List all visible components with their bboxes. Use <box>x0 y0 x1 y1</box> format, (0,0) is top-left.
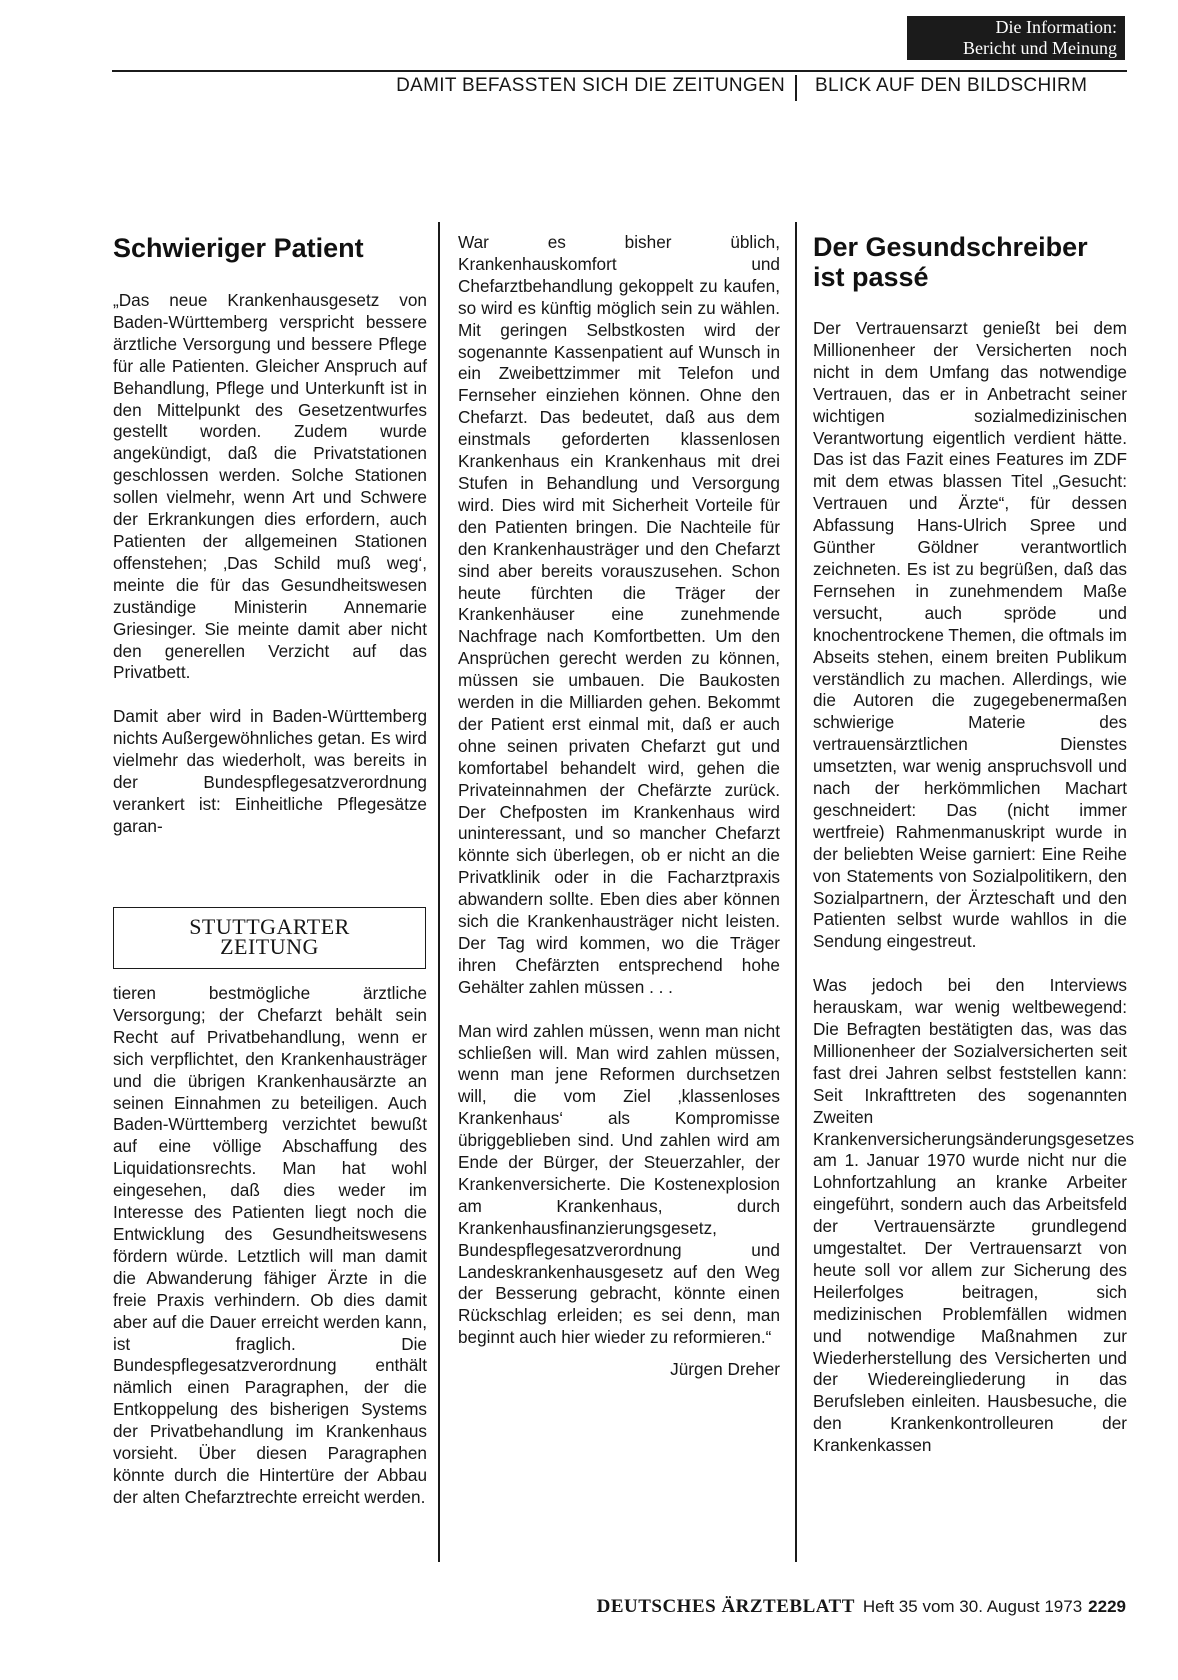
article1-paragraph: Damit aber wird in Baden-Württemberg nichts Außergewöhnliches getan. Es wird vielmehr das wiederholt, was bereits in der Bundespflegesatzverordnung verankert ist: Einheitliche Pflegesätze garan- <box>113 706 427 836</box>
section-badge-line2: Bericht und Meinung <box>963 38 1117 58</box>
article2-title-line2: ist passé <box>813 262 929 292</box>
article2-paragraph: Was jedoch bei den Interviews herauskam, war wenig weltbewegend: Die Befragten bestätigten das, was das Millionenheer der Sozialversicherten seit fast drei Jahren selbst feststellen kann: Seit Inkrafttreten des sogenannten Zweiten Krankenversicherungsänderungsgesetzes am 1. Januar 1970 wurde nicht nur die Lohnfortzahlung an kranke Arbeiter eingeführt, sondern auch das Arbeitsfeld der Vertrauensärzte grundlegend umgestaltet. Der Vertrauensarzt von heute soll vor allem zur Sicherung des Heilerfolges beitragen, sich medizinischen Problemfällen widmen und notwendige Maßnahmen zur Wiederherstellung des Versicherten und der Wiedereingliederung in das Berufsleben einleiten. Hausbesuche, die den Krankenkontrolleuren der Krankenkassen <box>813 975 1135 1456</box>
top-rule <box>112 70 1127 72</box>
section-badge <box>907 16 1125 60</box>
article1-paragraph: War es bisher üblich, Krankenhauskomfort und Chefarztbehandlung gekoppelt zu kaufen, so wird es künftig möglich sein zu wählen. Mit geringen Selbstkosten wird der sogenannte Kassenpatient auf Wunsch in ein Zweibettzimmer mit Telefon und Fernseher einziehen können. Ohne den Chefarzt. Das bedeutet, daß aus dem einstmals geforderten klassenlosen Krankenhaus ein Krankenhaus mit drei Stufen in Behandlung und Versorgung wird. Dies wird mit Sicherheit Vorteile für den Patienten bringen. Die Nachteile für den Krankenhausträger und den Chefarzt sind aber bereits vorauszusehen. Schon heute fürchten die Träger der Krankenhäuser eine zunehmende Nachfrage nach Komfortbetten. Um den Ansprüchen gerecht werden zu können, müssen sie umbauen. Die Baukosten werden in die Milliarden gehen. Bekommt der Patient erst einmal mit, daß er auch ohne seinen privaten Chefarzt gut und komfortabel behandelt wird, gehen die Privateinnahmen der Chefärzte zurück. Der Chefposten im Krankenhaus wird uninteressant, und so mancher Chefarzt könnte sich überlegen, ob er nicht an die Privatklinik oder in die Facharztpraxis abwandern sollte. Eben dies aber können sich die Krankenhausträger nicht leisten. Der Tag wird kommen, wo die Träger ihren Chefärzten entsprechend hohe Gehälter zahlen müssen . . . <box>458 232 780 997</box>
source-masthead-line1: STUTTGARTER <box>189 914 350 939</box>
article2-paragraph: Der Vertrauensarzt genießt bei dem Millionenheer der Versicherten noch nicht in dem Umfang das notwendige Vertrauen, das er in Anbetracht seiner wichtigen sozialmedizinischen Verantwortung eigentlich verdient hätte. Das ist das Fazit eines Features im ZDF mit dem etwas blassen Titel „Gesucht: Vertrauen und Ärzte“, für dessen Abfassung Hans-Ulrich Spree und Günther Göldner verantwortlich zeichneten. Es ist zu begrüßen, daß das Fernsehen in zunehmendem Maße versucht, auch spröde und knochentrockene Themen, die oftmals im Abseits stehen, einem breiten Publikum verständlich zu machen. Allerdings, wie die Autoren die zugegebenermaßen schwierige Materie des vertrauensärztlichen Dienstes umsetzten, war wenig anspruchsvoll und nach der herkömmlichen Machart geschneidert: Das (nicht immer wertfreie) Rahmenmanuskript wurde in der beliebten Weise garniert: Eine Reihe von Statements von Sozialpolitikern, den Sozialpartnern, der Ärzteschaft und den Patienten selbst wurde wahllos in die Sendung eingestreut. <box>813 318 1127 952</box>
article2-title-line1: Der Gesundschreiber <box>813 232 1088 262</box>
column-divider-right <box>795 222 797 1562</box>
footer-issue: Heft 35 vom 30. August 1973 <box>862 1597 1083 1616</box>
kicker-television: BLICK AUF DEN BILDSCHIRM <box>815 75 1088 96</box>
article1-column1 <box>113 290 427 838</box>
article2-title <box>813 232 1088 292</box>
article1-title: Schwieriger Patient <box>113 233 364 263</box>
page-footer <box>597 1596 1126 1618</box>
column-divider-left <box>438 222 440 1562</box>
footer-journal: DEUTSCHES ÄRZTEBLATT <box>596 1596 855 1617</box>
article1-paragraph: tieren bestmögliche ärztliche Versorgung; der Chefarzt behält sein Recht auf Privatbehandlung, wenn er sich verpflichtet, den Krankenhausträger und die übrigen Krankenhausärzte an seinen Einnahmen zu beteiligen. Auch Baden-Württemberg verzichtet bewußt auf eine völlige Abschaffung des Liquidationsrechts. Man hat wohl eingesehen, daß dies weder im Interesse des Patienten liegt noch die Entwicklung des Gesundheitswesens fördern würde. Letztlich will man damit die Abwanderung fähiger Ärzte in die freie Praxis verhindern. Ob dies damit aber auf die Dauer erreicht werden kann, ist fraglich. Die Bundespflegesatzverordnung enthält nämlich einen Paragraphen, der die Entkoppelung des bisherigen Systems der Privatbehandlung im Krankenhaus vorsieht. Über diesen Paragraphen könnte durch die Hintertüre der Abbau der alten Chefarztrechte erreicht werden. <box>113 983 427 1507</box>
section-badge-line1: Die Information: <box>995 17 1117 37</box>
source-masthead <box>113 907 426 969</box>
article1-paragraph: „Das neue Krankenhausgesetz von Baden-Württemberg verspricht bessere ärztliche Versorgung und bessere Pflege für alle Patienten. Gleicher Anspruch auf Behandlung, Pflege und Unterkunft ist in den Mittelpunkt des Gesetzentwurfes gestellt worden. Zudem wurde angekündigt, daß die Privatstationen geschlossen werden. Solche Stationen sollen vielmehr, wenn Art und Schwere der Erkrankungen dies erfordern, auch Patienten der allgemeinen Stationen offenstehen; ‚Das Schild muß weg‘, meinte die für das Gesundheitswesen zuständige Ministerin Annemarie Griesinger. Sie meinte damit aber nicht den generellen Verzicht auf das Privatbett. <box>113 290 427 683</box>
kicker-newspapers: DAMIT BEFASSTEN SICH DIE ZEITUNGEN <box>396 75 785 96</box>
source-masthead-line2: ZEITUNG <box>220 934 319 959</box>
article1-column1-continued <box>113 983 427 1509</box>
footer-page-number: 2229 <box>1088 1597 1126 1616</box>
article1-author: Jürgen Dreher <box>670 1359 780 1380</box>
kicker-divider <box>795 75 797 101</box>
article2-column <box>813 318 1135 1457</box>
article1-paragraph: Man wird zahlen müssen, wenn man nicht schließen will. Man wird zahlen müssen, wenn man jene Reformen durchsetzen will, die vom Ziel ‚klassenloses Krankenhaus‘ als Kompromisse übriggeblieben sind. Und zahlen wird am Ende der Bürger, der Steuerzahler, der Krankenversicherte. Die Kostenexplosion am Krankenhaus, durch Krankenhausfinanzierungsgesetz, Bundespflegesatzverordnung und Landeskrankenhausgesetz auf den Weg der Besserung gebracht, könnte einen Rückschlag erleiden; es sei denn, man beginnt auch hier wieder zu reformieren.“ <box>458 1020 780 1348</box>
article1-column2 <box>458 232 780 1381</box>
